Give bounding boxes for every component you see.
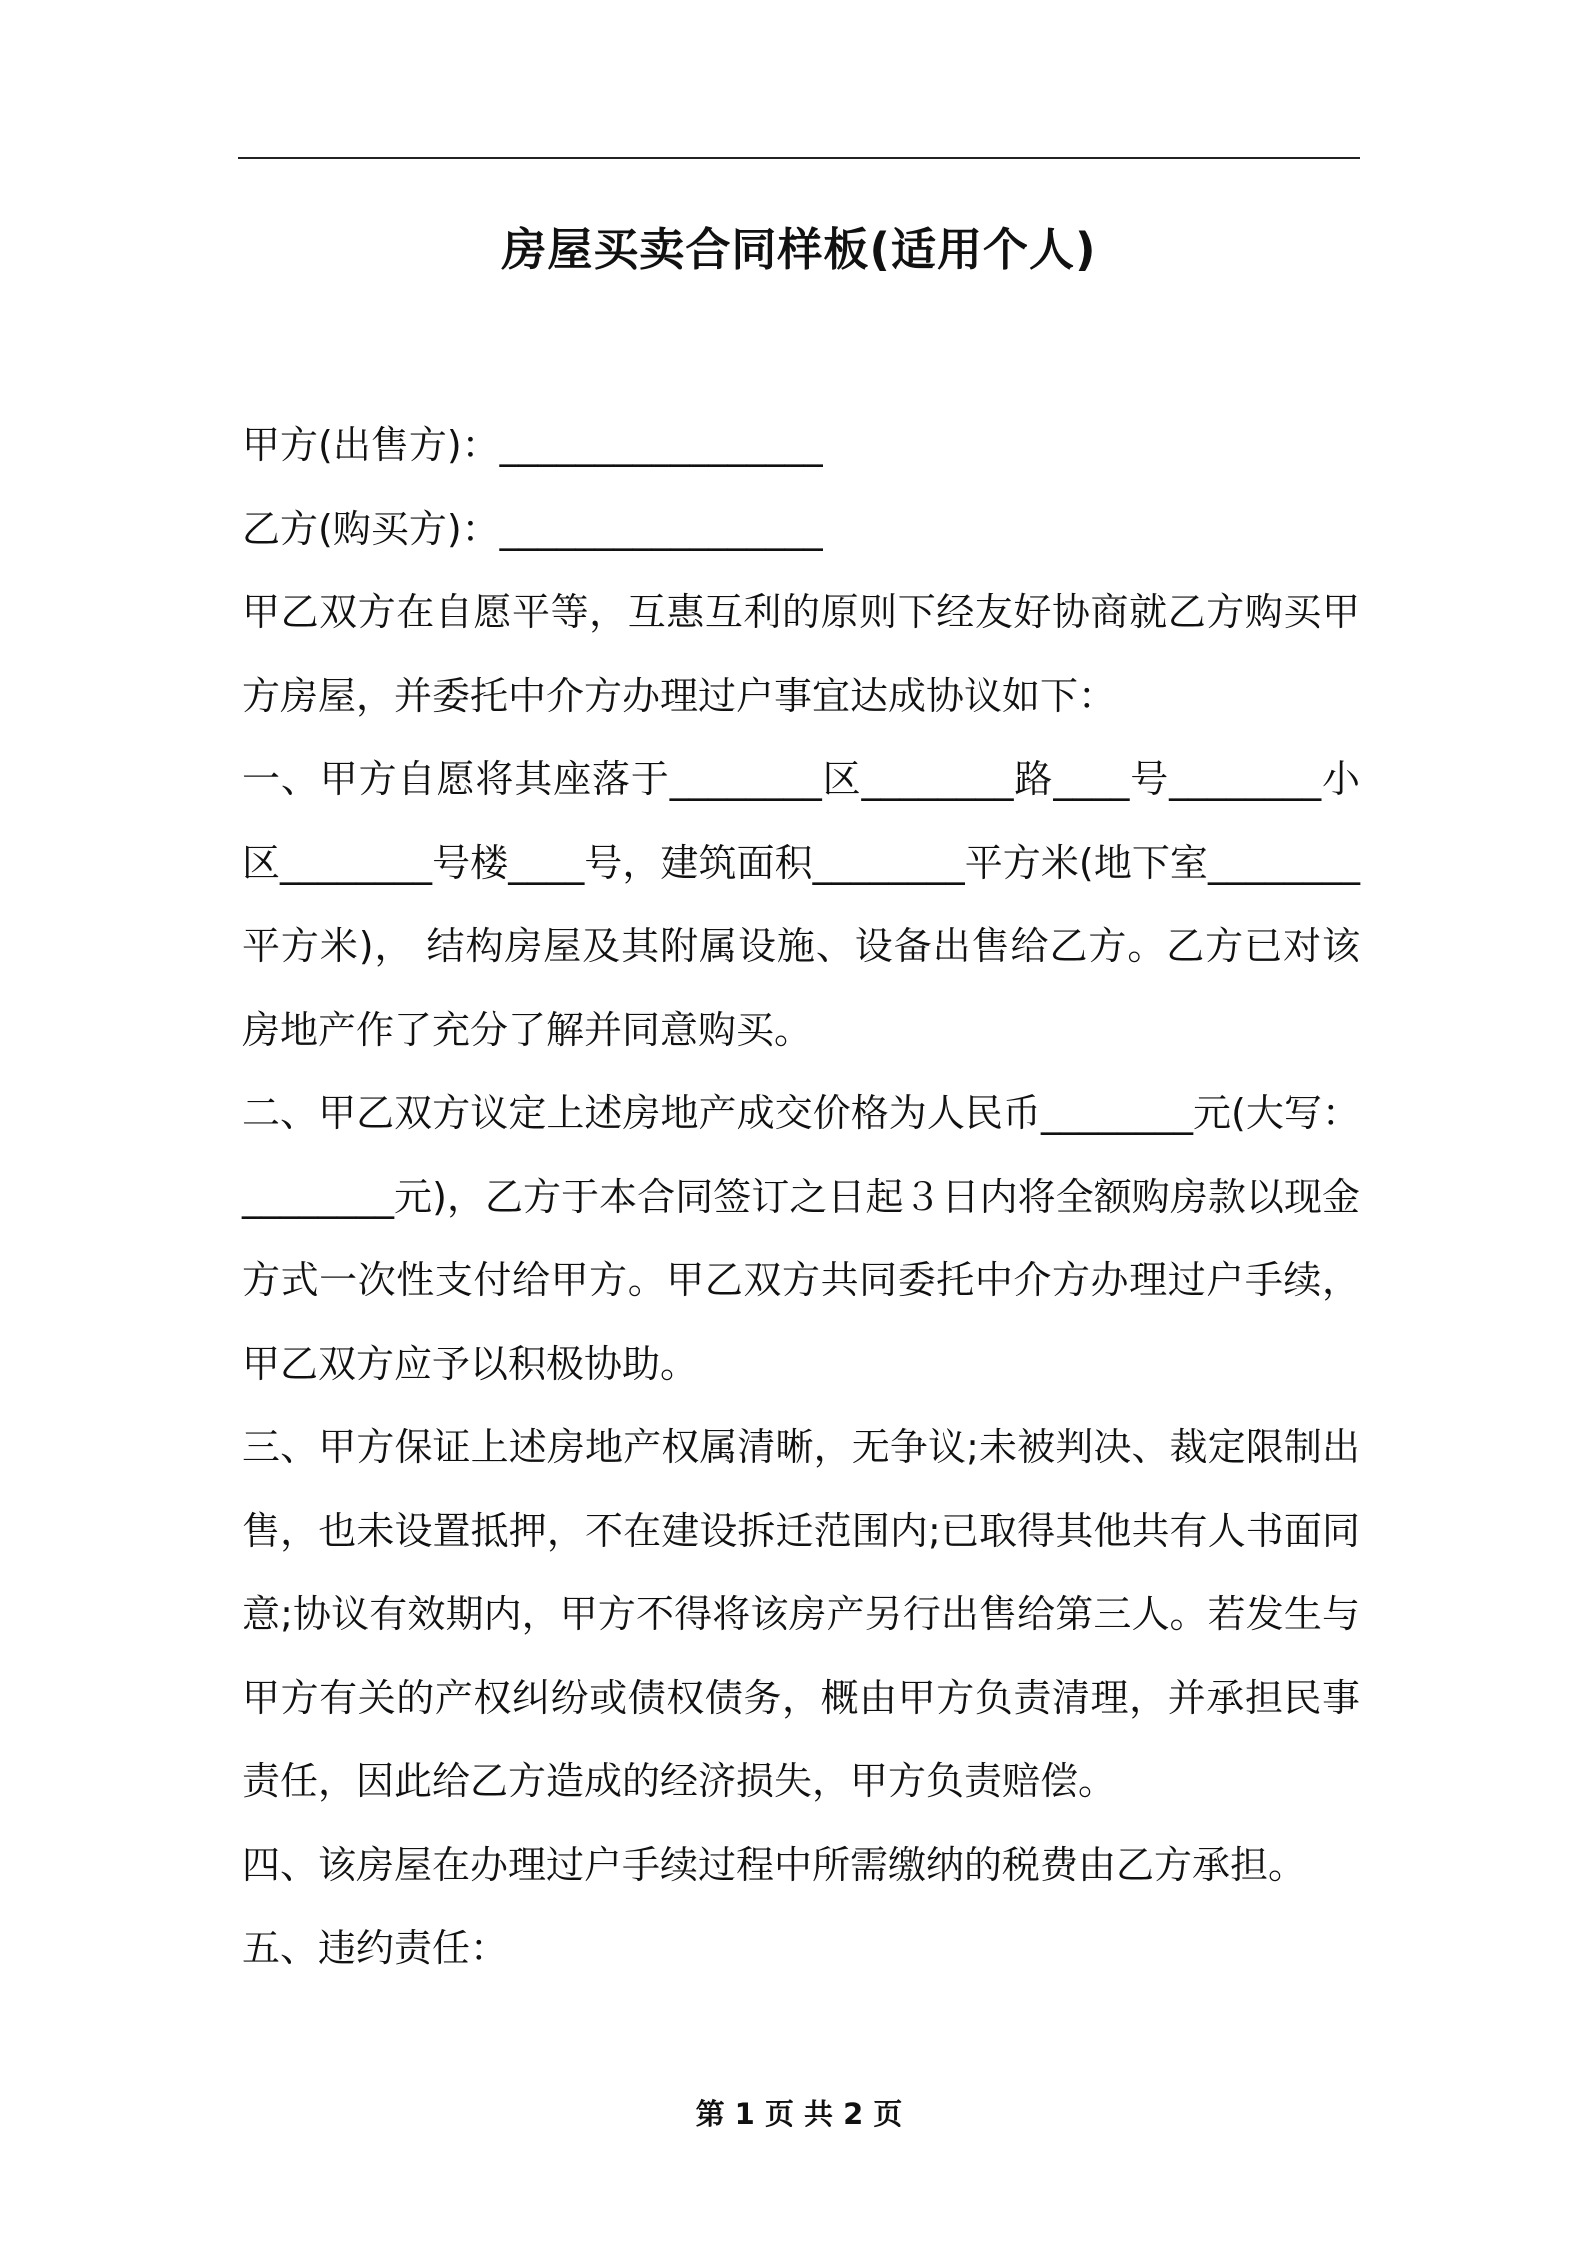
party-a-line: 甲方(出售方)：_________________ [242,423,823,467]
intro-paragraph: 甲乙双方在自愿平等，互惠互利的原则下经友好协商就乙方购买甲方房屋，并委托中介方办理过户事宜达成协议如下： [242,590,1360,718]
clause-3: 三、甲方保证上述房地产权属清晰，无争议;未被判决、裁定限制出售，也未设置抵押，不在建设拆迁范围内;已取得其他共有人书面同意;协议有效期内，甲方不得将该房产另行出售给第三人。若发生与甲方有关的产权纠纷或债权债务，概由甲方负责清理，并承担民事责任，因此给乙方造成的经济损失，甲方负责赔偿。 [242,1425,1360,1803]
clause-4: 四、该房屋在办理过户手续过程中所需缴纳的税费由乙方承担。 [242,1842,1307,1887]
document-title: 房屋买卖合同样板(适用个人) [501,223,1097,276]
clause-5-heading: 五、违约责任： [242,1926,509,1970]
clause-2: 二、甲乙双方议定上述房地产成交价格为人民币________元(大写：________元)，乙方于本合同签订之日起３日内将全额购房款以现金 方式一次性支付给甲方。甲乙双方共同委托中介方办理过户手续，甲乙双方应予以积极协助。 [242,1091,1360,1386]
party-b-line: 乙方(购买方)：_________________ [242,506,823,551]
page-indicator: 第 1 页 共 2 页 [695,2097,903,2131]
document-body [242,404,1360,1991]
clause-1: 一、甲方自愿将其座落于________区________路____号________小区________号楼____号，建筑面积________平方米(地下室________平方米)， 结构房屋及其附属设施、设备出售给乙方。乙方已对该房地产作了充分了解并同意购买。 [242,757,1360,1052]
header-rule [238,157,1360,159]
